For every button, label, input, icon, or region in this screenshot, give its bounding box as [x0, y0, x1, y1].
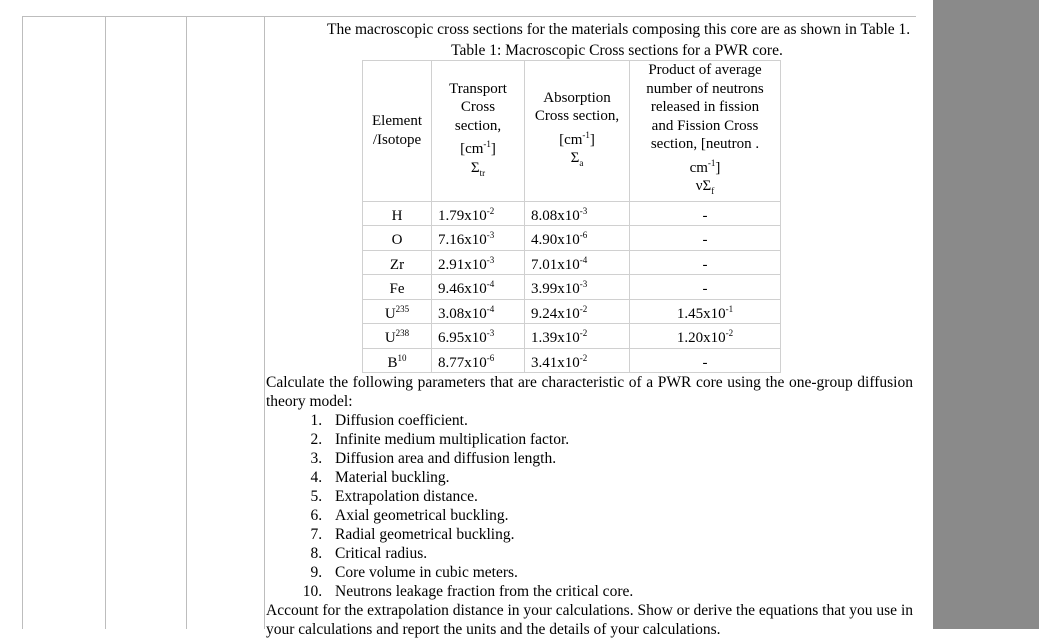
intro-paragraph: The macroscopic cross sections for the materials composing this core are as shown in Table 1. [327, 21, 911, 38]
table-row [363, 324, 781, 349]
closing-paragraph: Account for the extrapolation distance in your calculations. Show or derive the equations that you use in your calculations and report the units and the details of your calculations. [266, 602, 913, 638]
transport-cell: $6.95x10^{-3}$ [432, 324, 525, 349]
table-row [363, 201, 781, 226]
column-divider [186, 16, 187, 629]
element-cell: $U^{235}$ [363, 299, 432, 324]
task-list [266, 411, 913, 601]
header-element: Element /Isotope [363, 61, 432, 202]
fission-cell: $1.45x10^{-1}$ [630, 299, 781, 324]
list-item: 1. Diffusion coefficient. [326, 411, 913, 430]
element-cell: Zr [363, 250, 432, 275]
list-item: 7. Radial geometrical buckling. [326, 525, 913, 544]
transport-cell: $1.79x10^{-2}$ [432, 201, 525, 226]
fission-cell: - [630, 250, 781, 275]
table-row [363, 275, 781, 300]
table-header-row [363, 61, 781, 202]
absorption-cell: $3.99x10^{-3}$ [525, 275, 630, 300]
transport-cell: $2.91x10^{-3}$ [432, 250, 525, 275]
list-item: 5. Extrapolation distance. [326, 487, 913, 506]
table-row [363, 348, 781, 373]
transport-cell: $8.77x10^{-6}$ [432, 348, 525, 373]
transport-cell: $7.16x10^{-3}$ [432, 226, 525, 251]
fission-cell: - [630, 348, 781, 373]
list-item: 10. Neutrons leakage fraction from the critical core. [326, 582, 913, 601]
absorption-cell: $7.01x10^{-4}$ [525, 250, 630, 275]
list-item: 4. Material buckling. [326, 468, 913, 487]
absorption-cell: $4.90x10^{-6}$ [525, 226, 630, 251]
list-item: 2. Infinite medium multiplication factor. [326, 430, 913, 449]
table-row [363, 299, 781, 324]
list-item: 6. Axial geometrical buckling. [326, 506, 913, 525]
element-cell: O [363, 226, 432, 251]
column-divider [264, 16, 265, 629]
element-cell: $B^{10}$ [363, 348, 432, 373]
list-item: 3. Diffusion area and diffusion length. [326, 449, 913, 468]
header-fission: Product of average number of neutrons released in fission and Fission Cross section, [neutron . $cm^{-1}$] $\nu\Sigma_f$ [630, 61, 781, 202]
element-cell: H [363, 201, 432, 226]
fission-cell: - [630, 226, 781, 251]
element-cell: $U^{238}$ [363, 324, 432, 349]
fission-cell: - [630, 201, 781, 226]
table-row [363, 250, 781, 275]
header-absorption: Absorption Cross section, $[cm^{-1}]$ $\Sigma_a$ [525, 61, 630, 202]
column-divider [105, 16, 106, 629]
fission-cell: - [630, 275, 781, 300]
fission-cell: $1.20x10^{-2}$ [630, 324, 781, 349]
element-cell: Fe [363, 275, 432, 300]
list-item: 8. Critical radius. [326, 544, 913, 563]
absorption-cell: $9.24x10^{-2}$ [525, 299, 630, 324]
table-caption: Table 1: Macroscopic Cross sections for a PWR core. [451, 42, 783, 59]
absorption-cell: $3.41x10^{-2}$ [525, 348, 630, 373]
list-item: 9. Core volume in cubic meters. [326, 563, 913, 582]
table-row [363, 226, 781, 251]
calc-intro-paragraph: Calculate the following parameters that are characteristic of a PWR core using the one-group diffusion theory model: [266, 374, 913, 410]
transport-cell: $9.46x10^{-4}$ [432, 275, 525, 300]
header-transport: Transport Cross section, $[cm^{-1}]$ $\Sigma_{tr}$ [432, 61, 525, 202]
problem-content [266, 20, 913, 639]
transport-cell: $3.08x10^{-4}$ [432, 299, 525, 324]
absorption-cell: $8.08x10^{-3}$ [525, 201, 630, 226]
right-gray-margin [933, 0, 1039, 629]
absorption-cell: $1.39x10^{-2}$ [525, 324, 630, 349]
cross-section-table [362, 60, 781, 373]
